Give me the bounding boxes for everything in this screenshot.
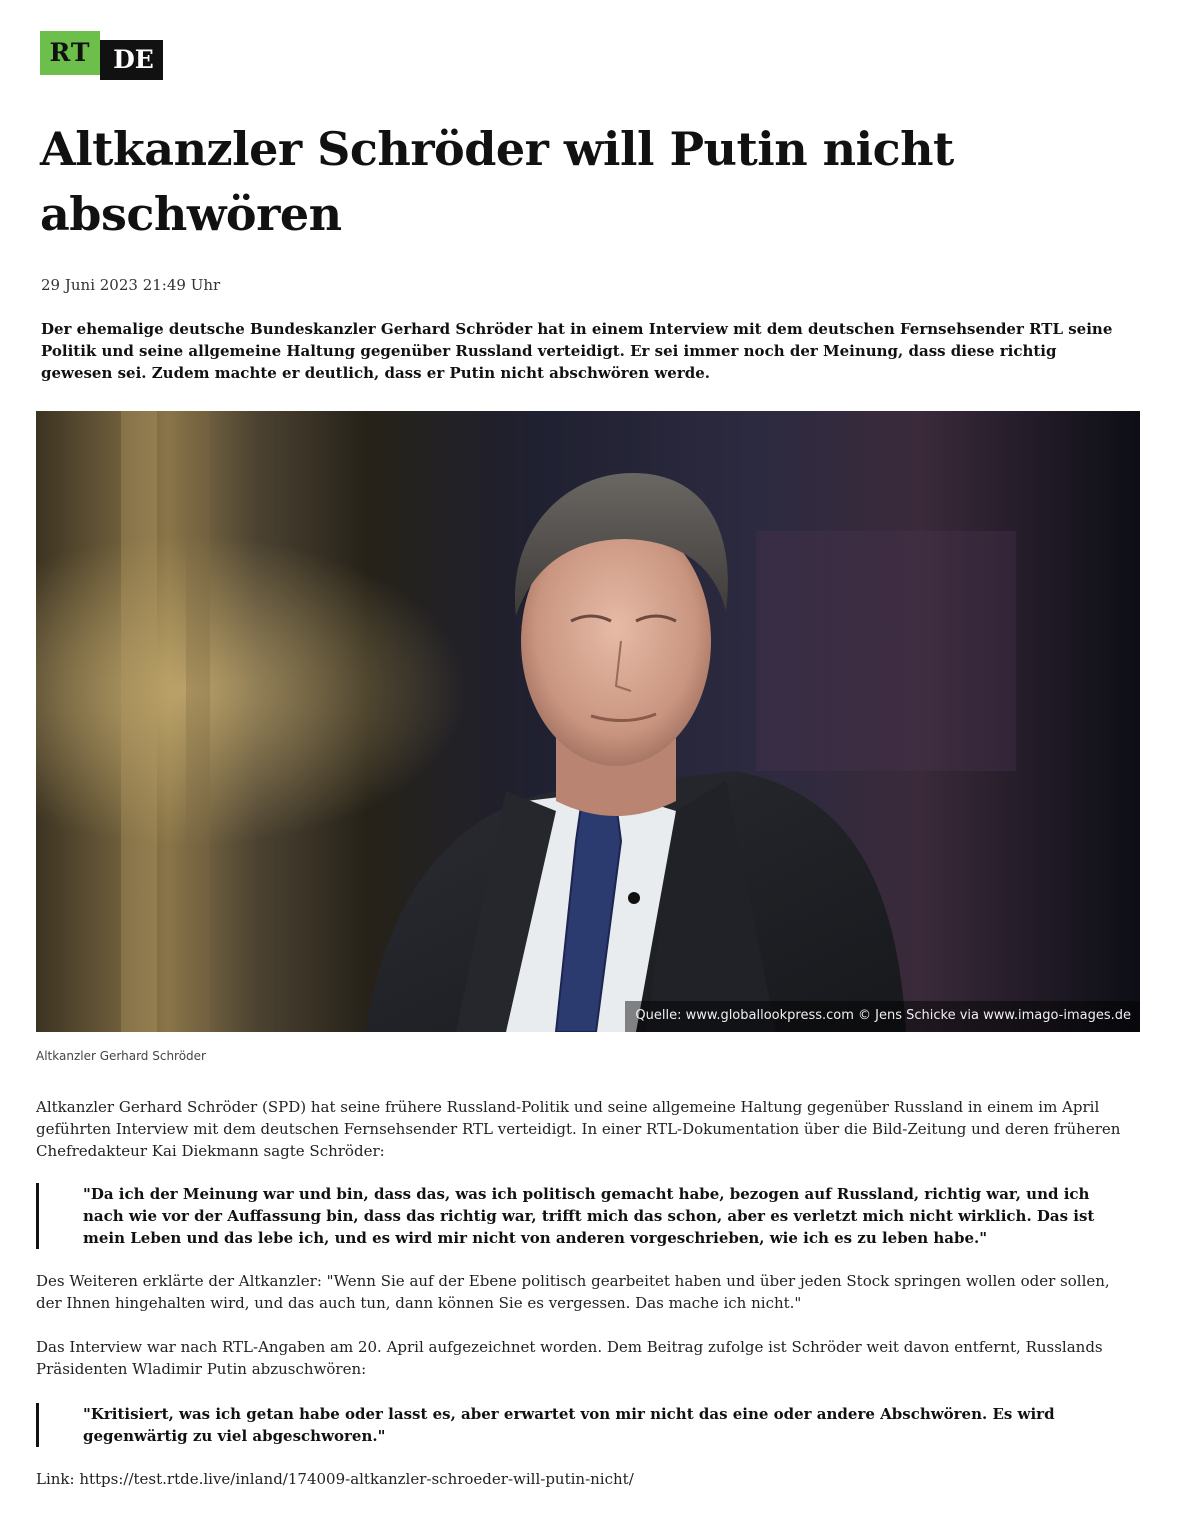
portrait-illustration	[36, 411, 1140, 1032]
article-lead: Der ehemalige deutsche Bundeskanzler Gerhard Schröder hat in einem Interview mit dem deutschen Fernsehsender RTL seine Politik und seine allgemeine Haltung gegenüber Russland verteidigt. Er sei immer noch der Meinung, dass diese richtig gewesen sei. Zudem machte er deutlich, dass er Putin nicht abschwören werde.	[41, 320, 1113, 382]
logo-de-block: DE	[100, 40, 163, 80]
source-link-text[interactable]: Link: https://test.rtde.live/inland/174009-altkanzler-schroeder-will-putin-nicht/	[36, 1470, 634, 1488]
article-title: Altkanzler Schröder will Putin nicht abschwören	[40, 122, 954, 241]
photo-credit: Quelle: www.globallookpress.com © Jens Schicke via www.imago-images.de	[625, 1001, 1140, 1032]
article-quote-2: "Kritisiert, was ich getan habe oder lasst es, aber erwartet von mir nicht das eine oder andere Abschwören. Es wird gegenwärtig zu viel abgeschworen."	[36, 1403, 1096, 1447]
article-date: 29 Juni 2023 21:49 Uhr	[41, 276, 221, 294]
logo-rt-block: RT	[40, 31, 100, 75]
article-paragraph-2: Des Weiteren erklärte der Altkanzler: "Wenn Sie auf der Ebene politisch gearbeitet haben und über jeden Stock springen wollen oder sollen, der Ihnen hingehalten wird, und das auch tun, dann können Sie es vergessen. Das mache ich nicht."	[36, 1272, 1110, 1312]
photo-caption: Altkanzler Gerhard Schröder	[36, 1049, 206, 1063]
article-quote-1: "Da ich der Meinung war und bin, dass das, was ich politisch gemacht habe, bezogen auf Russland, richtig war, und ich nach wie vor der Auffassung bin, dass das richtig war, trifft mich das schon, aber es verletzt mich nicht wirklich. Das ist mein Leben und das lebe ich, und es wird mir nicht von anderen vorgeschrieben, wie ich es zu leben habe."	[36, 1183, 1096, 1249]
article-source-link[interactable]	[36, 1468, 634, 1490]
article-paragraph-1: Altkanzler Gerhard Schröder (SPD) hat seine frühere Russland-Politik und seine allgemeine Haltung gegenüber Russland in einem im April geführten Interview mit dem deutschen Fernsehsender RTL verteidigt. In einer RTL-Dokumentation über die Bild-Zeitung und deren früheren Chefredakteur Kai Diekmann sagte Schröder:	[36, 1098, 1121, 1160]
article-photo[interactable]	[36, 411, 1140, 1032]
rt-de-logo[interactable]	[40, 31, 164, 80]
article-paragraph-3: Das Interview war nach RTL-Angaben am 20. April aufgezeichnet worden. Dem Beitrag zufolge ist Schröder weit davon entfernt, Russlands Präsidenten Wladimir Putin abzuschwören:	[36, 1338, 1103, 1378]
